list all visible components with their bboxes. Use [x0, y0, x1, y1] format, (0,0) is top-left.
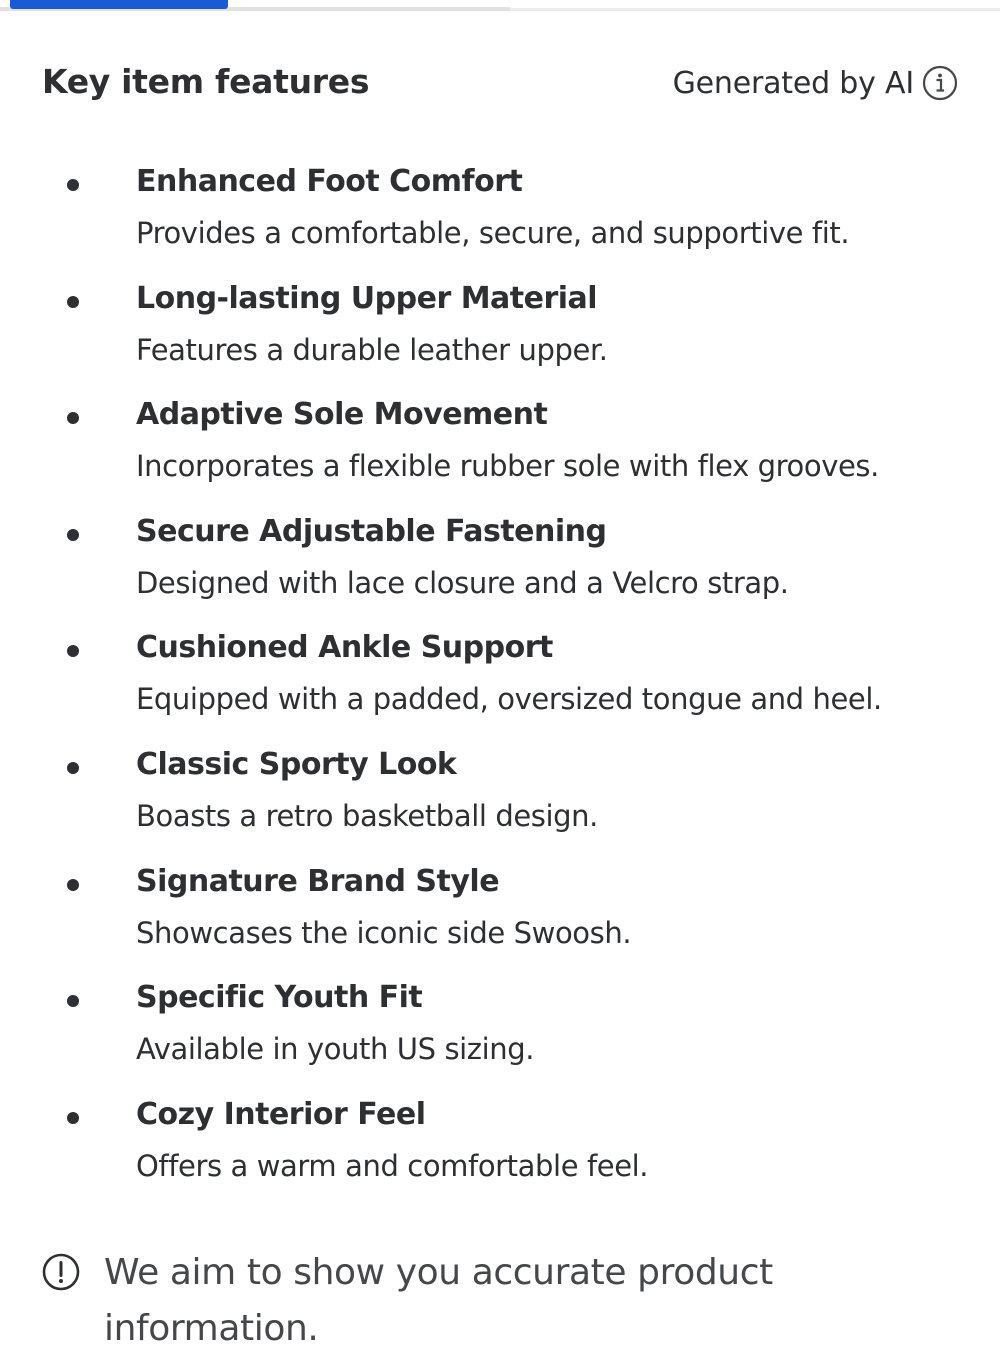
feature-item — [0, 393, 1000, 510]
generated-by-ai-info-button[interactable] — [673, 63, 958, 103]
bullet-point — [67, 762, 79, 774]
feature-description: Equipped with a padded, oversized tongue and heel. — [136, 682, 882, 717]
accuracy-notice — [42, 1245, 958, 1349]
bullet-point — [67, 995, 79, 1007]
feature-title: Cozy Interior Feel — [136, 1096, 426, 1132]
accuracy-notice-text: We aim to show you accurate product information. — [104, 1252, 773, 1349]
feature-description: Offers a warm and comfortable feel. — [136, 1148, 649, 1183]
feature-item — [0, 626, 1000, 743]
info-icon[interactable] — [922, 65, 958, 101]
feature-title: Enhanced Foot Comfort — [136, 164, 523, 199]
bullet-point — [67, 529, 79, 541]
feature-description: Showcases the iconic side Swoosh. — [136, 915, 632, 950]
feature-item — [0, 976, 1000, 1093]
feature-description: Provides a comfortable, secure, and supportive fit. — [136, 216, 850, 250]
feature-title: Signature Brand Style — [136, 863, 500, 899]
feature-description: Incorporates a flexible rubber sole with flex grooves. — [136, 449, 879, 484]
bullet-point — [67, 296, 79, 308]
feature-item — [0, 277, 1000, 394]
features-header — [42, 60, 958, 110]
bullet-point — [67, 879, 79, 891]
feature-description: Designed with lace closure and a Velcro strap. — [136, 565, 789, 600]
bullet-point — [67, 645, 79, 657]
feature-title: Cushioned Ankle Support — [136, 630, 553, 666]
feature-title: Adaptive Sole Movement — [136, 397, 548, 433]
feature-description: Boasts a retro basketball design. — [136, 798, 598, 833]
section-title: Key item features — [42, 62, 370, 101]
bullet-point — [67, 179, 79, 191]
feature-item — [0, 860, 1000, 977]
feature-description: Available in youth US sizing. — [136, 1032, 535, 1067]
feature-title: Secure Adjustable Fastening — [136, 513, 607, 549]
feature-item — [0, 743, 1000, 860]
carousel-progress-indicator — [0, 0, 1000, 12]
exclamation-circle-icon — [42, 1253, 80, 1291]
feature-description: Features a durable leather upper. — [136, 332, 608, 367]
bullet-point — [67, 412, 79, 424]
feature-item — [0, 160, 1000, 277]
feature-item — [0, 1093, 1000, 1210]
feature-list — [0, 160, 1000, 1209]
feature-title: Specific Youth Fit — [136, 980, 423, 1016]
feature-title: Classic Sporty Look — [136, 746, 457, 782]
bullet-point — [67, 1112, 79, 1124]
generated-by-ai-label: Generated by AI — [672, 65, 914, 101]
feature-title: Long-lasting Upper Material — [136, 280, 598, 316]
progress-active-segment — [10, 0, 228, 9]
feature-item — [0, 510, 1000, 627]
